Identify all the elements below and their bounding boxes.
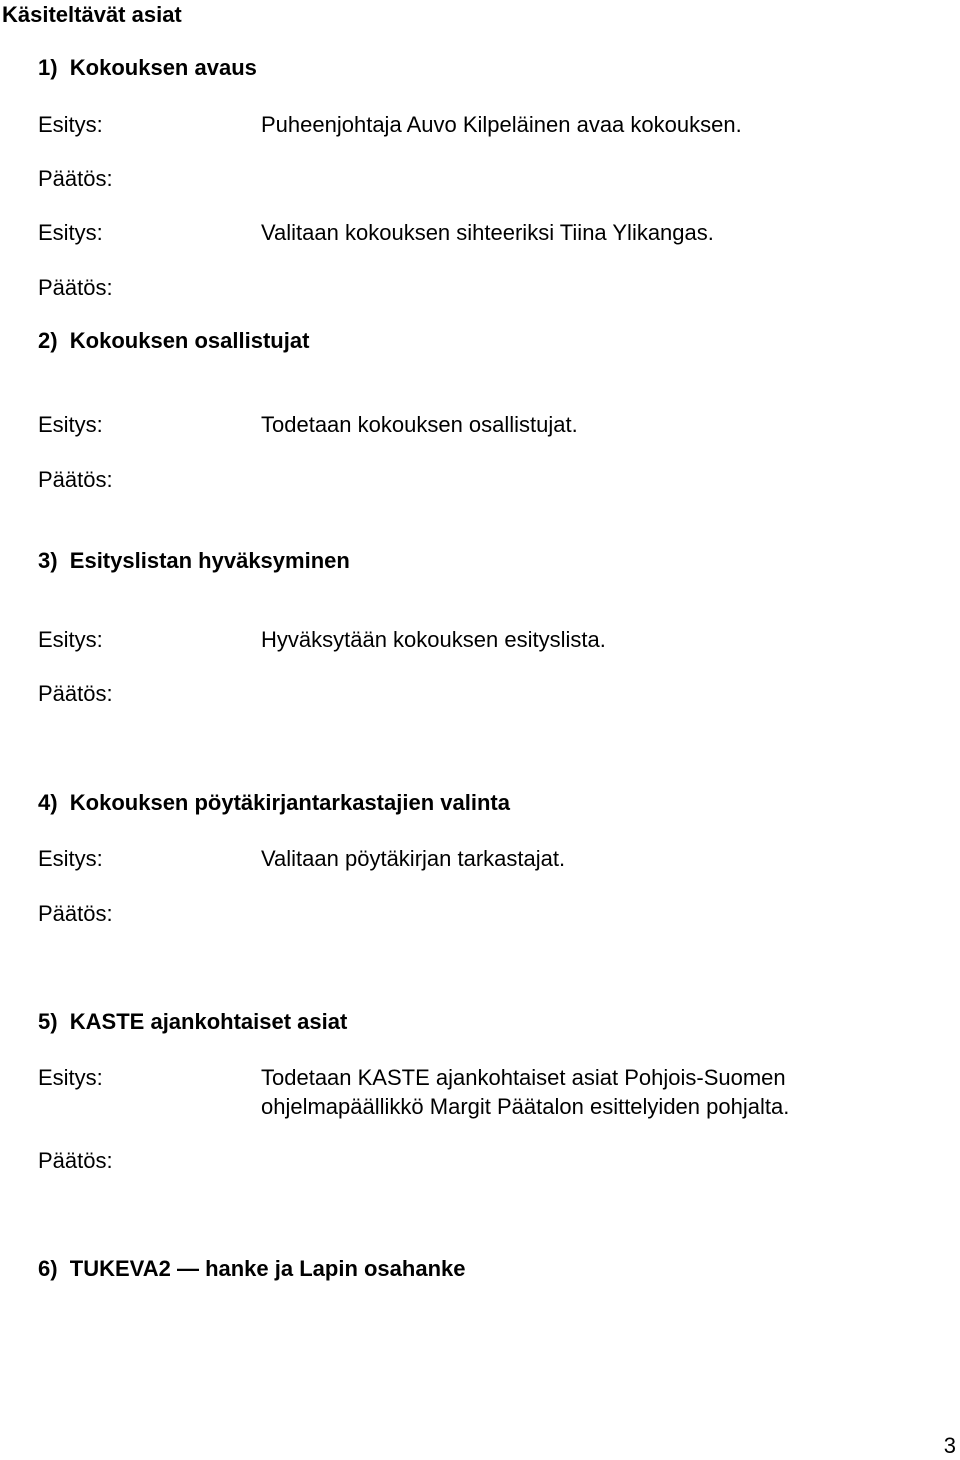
item-1-proposal-label-2: Esitys:	[38, 220, 103, 245]
item-1-proposal-label-1: Esitys:	[38, 112, 103, 137]
item-5-heading: 5) KASTE ajankohtaiset asiat	[38, 1009, 348, 1034]
item-5-proposal-line-2: ohjelmapäällikkö Margit Päätalon esittelyiden pohjalta.	[261, 1094, 790, 1119]
item-3-heading: 3) Esityslistan hyväksyminen	[38, 548, 350, 573]
item-2-proposal: Todetaan kokouksen osallistujat.	[261, 412, 578, 437]
item-5-proposal-line-1: Todetaan KASTE ajankohtaiset asiat Pohjois-Suomen	[261, 1065, 786, 1090]
item-4-heading: 4) Kokouksen pöytäkirjantarkastajien valinta	[38, 790, 510, 815]
page-title: Käsiteltävät asiat	[2, 2, 182, 27]
item-1-decision-label-1: Päätös:	[38, 166, 113, 191]
item-1-proposal-2: Valitaan kokouksen sihteeriksi Tiina Ylikangas.	[261, 220, 714, 245]
item-1-decision-label-2: Päätös:	[38, 275, 113, 300]
page-number: 3	[943, 1433, 956, 1458]
item-6-heading: 6) TUKEVA2 — hanke ja Lapin osahanke	[38, 1256, 466, 1281]
item-1-heading: 1) Kokouksen avaus	[38, 55, 257, 80]
item-3-proposal: Hyväksytään kokouksen esityslista.	[261, 627, 606, 652]
item-4-proposal-label: Esitys:	[38, 846, 103, 871]
item-4-decision-label: Päätös:	[38, 901, 113, 926]
item-1-proposal-1: Puheenjohtaja Auvo Kilpeläinen avaa kokouksen.	[261, 112, 742, 137]
item-5-decision-label: Päätös:	[38, 1148, 113, 1173]
item-4-proposal: Valitaan pöytäkirjan tarkastajat.	[261, 846, 566, 871]
item-3-proposal-label: Esitys:	[38, 627, 103, 652]
item-2-decision-label: Päätös:	[38, 467, 113, 492]
item-2-proposal-label: Esitys:	[38, 412, 103, 437]
item-5-proposal-label: Esitys:	[38, 1065, 103, 1090]
item-2-heading: 2) Kokouksen osallistujat	[38, 328, 310, 353]
item-3-decision-label: Päätös:	[38, 681, 113, 706]
